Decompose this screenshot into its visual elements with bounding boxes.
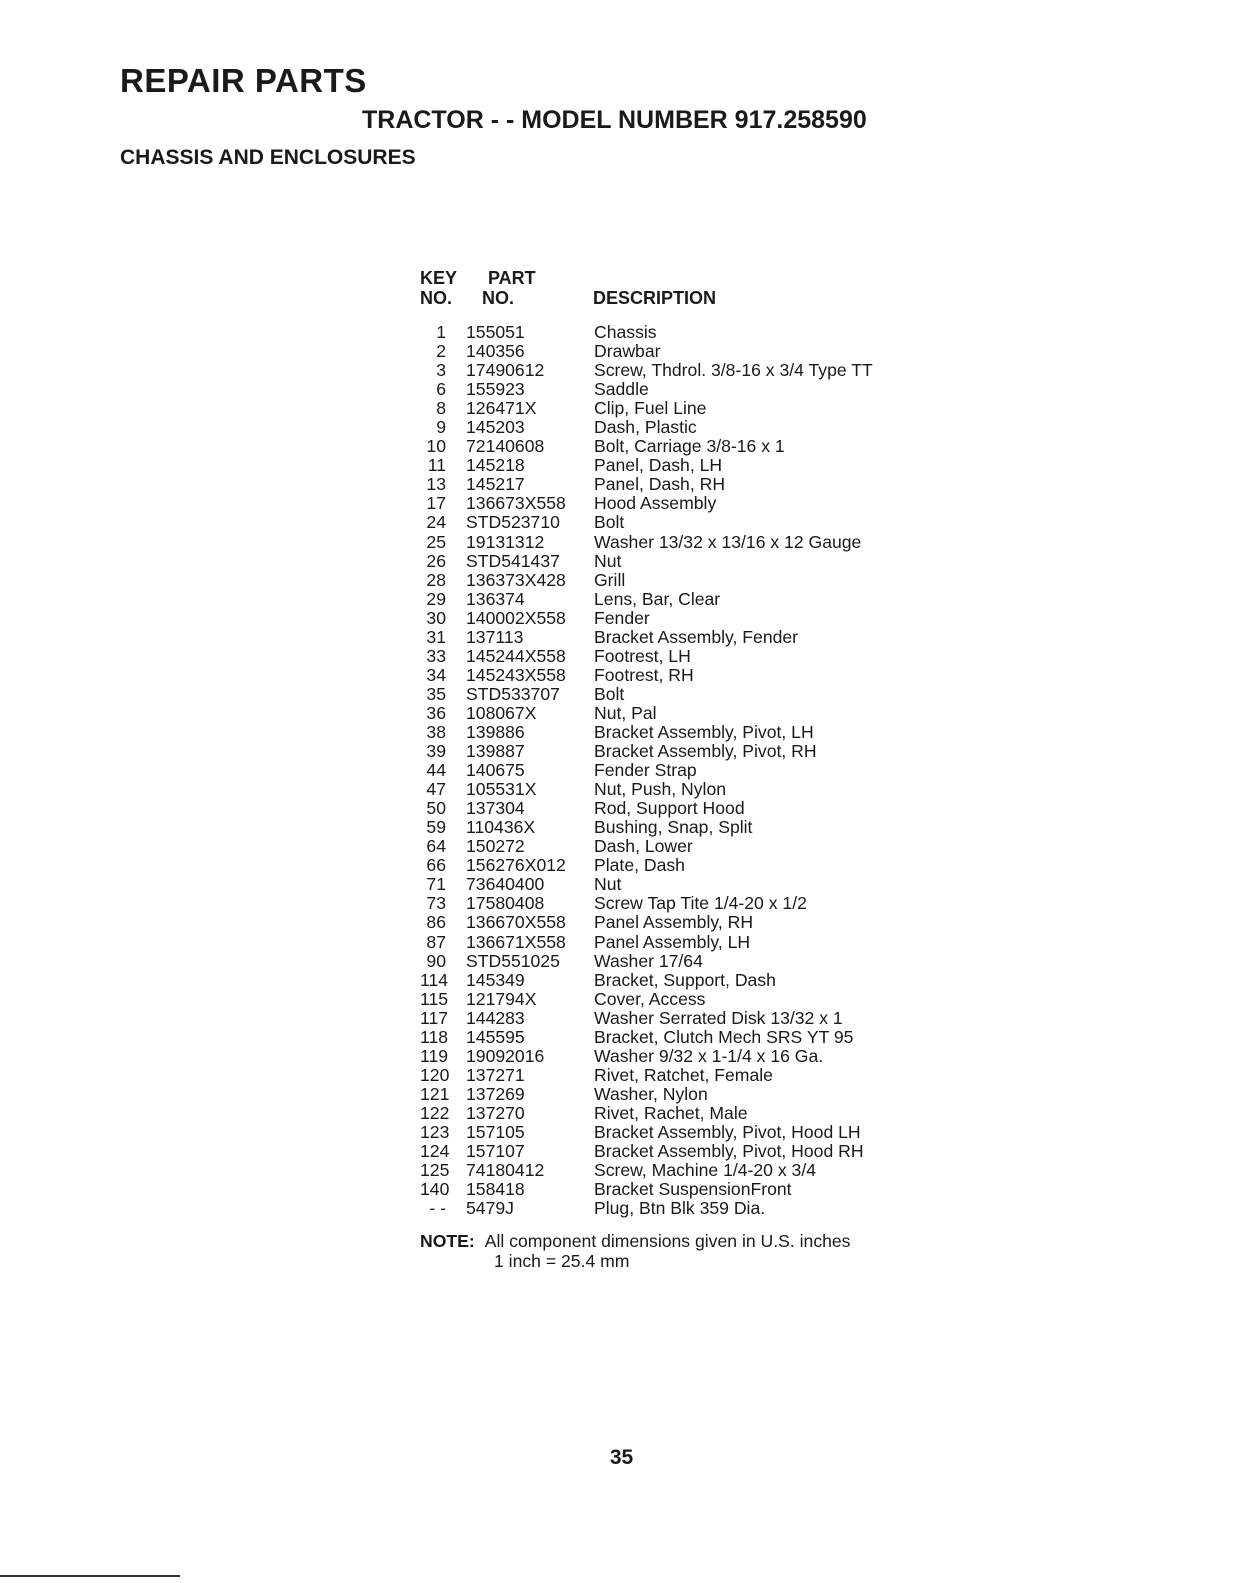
key-cell: 10 xyxy=(426,436,446,457)
description-cell: Bracket Assembly, Fender xyxy=(594,626,799,647)
page-number: 35 xyxy=(609,1446,634,1469)
description-cell: Bracket, Clutch Mech SRS YT 95 xyxy=(594,1026,854,1047)
note-line-2: 1 inch = 25.4 mm xyxy=(494,1251,630,1271)
part-cell: 139886 xyxy=(466,721,525,742)
key-cell: 122 xyxy=(420,1102,450,1123)
part-cell: 145243X558 xyxy=(466,664,566,685)
header-part-bottom: NO. xyxy=(482,288,515,308)
part-cell: 145244X558 xyxy=(466,645,566,666)
key-cell: 17 xyxy=(426,493,446,514)
part-cell: 137269 xyxy=(466,1083,525,1104)
description-cell: Footrest, RH xyxy=(594,664,694,685)
header-key-bottom: NO. xyxy=(420,288,453,308)
note-line-1: All component dimensions given in U.S. inches xyxy=(484,1231,851,1251)
part-cell: 5479J xyxy=(466,1198,514,1219)
part-cell: 145203 xyxy=(466,417,525,438)
key-cell: 35 xyxy=(426,683,446,704)
description-cell: Bracket Assembly, Pivot, Hood LH xyxy=(594,1121,861,1142)
table-row xyxy=(420,1085,980,1104)
table-row xyxy=(420,799,980,818)
key-cell: 13 xyxy=(426,474,446,495)
description-cell: Hood Assembly xyxy=(594,493,717,514)
key-cell: 31 xyxy=(426,626,446,647)
description-cell: Nut, Pal xyxy=(594,702,657,723)
table-row xyxy=(420,971,980,990)
key-cell: 124 xyxy=(420,1141,450,1162)
part-cell: 156276X012 xyxy=(466,855,566,876)
key-cell: 6 xyxy=(436,379,446,400)
part-cell: 73640400 xyxy=(466,874,545,895)
table-row xyxy=(420,494,980,513)
part-cell: 145595 xyxy=(466,1026,525,1047)
part-cell: 155923 xyxy=(466,379,525,400)
part-cell: 126471X xyxy=(466,398,537,419)
key-cell: 38 xyxy=(426,721,446,742)
table-row xyxy=(420,609,980,628)
table-row xyxy=(420,990,980,1009)
table-row xyxy=(420,1199,980,1218)
part-cell: 157105 xyxy=(466,1121,525,1142)
key-cell: 121 xyxy=(420,1083,450,1104)
description-cell: Bolt xyxy=(594,683,625,704)
part-cell: 136374 xyxy=(466,588,525,609)
table-row xyxy=(420,856,980,875)
table-row xyxy=(420,1009,980,1028)
description-cell: Dash, Plastic xyxy=(594,417,697,438)
key-cell: 47 xyxy=(426,779,446,800)
description-cell: Plug, Btn Blk 359 Dia. xyxy=(594,1198,766,1219)
header-part-top: PART xyxy=(488,268,536,288)
table-row xyxy=(420,571,980,590)
key-cell: 28 xyxy=(426,569,446,590)
key-cell: 3 xyxy=(436,360,446,381)
description-cell: Dash, Lower xyxy=(594,836,693,857)
description-cell: Washer, Nylon xyxy=(594,1083,708,1104)
part-cell: 145217 xyxy=(466,474,525,495)
description-cell: Fender Strap xyxy=(594,760,697,781)
part-cell: 121794X xyxy=(466,988,537,1009)
key-cell: - - xyxy=(429,1198,446,1219)
part-cell: 74180412 xyxy=(466,1160,545,1181)
table-row xyxy=(420,399,980,418)
table-row xyxy=(420,647,980,666)
description-cell: Lens, Bar, Clear xyxy=(594,588,721,609)
description-cell: Drawbar xyxy=(594,341,661,362)
part-cell: STD533707 xyxy=(466,683,560,704)
part-cell: 140675 xyxy=(466,760,525,781)
table-row xyxy=(420,1180,980,1199)
description-cell: Bushing, Snap, Split xyxy=(594,817,753,838)
description-cell: Panel Assembly, LH xyxy=(594,931,751,952)
table-row xyxy=(420,1066,980,1085)
key-cell: 125 xyxy=(420,1160,450,1181)
description-cell: Panel, Dash, RH xyxy=(594,474,726,495)
table-row xyxy=(420,780,980,799)
description-cell: Cover, Access xyxy=(594,988,706,1009)
section-heading: CHASSIS AND ENCLOSURES xyxy=(120,146,416,169)
part-cell: STD541437 xyxy=(466,550,560,571)
table-row xyxy=(420,685,980,704)
key-cell: 33 xyxy=(426,645,446,666)
key-cell: 24 xyxy=(426,512,446,533)
table-row xyxy=(420,837,980,856)
key-cell: 66 xyxy=(426,855,446,876)
header-key-top: KEY xyxy=(420,268,458,288)
key-cell: 114 xyxy=(420,969,449,990)
description-cell: Plate, Dash xyxy=(594,855,685,876)
table-row xyxy=(420,1028,980,1047)
key-cell: 36 xyxy=(426,702,446,723)
description-cell: Screw Tap Tite 1/4-20 x 1/2 xyxy=(594,893,807,914)
part-cell: 110436X xyxy=(466,817,536,838)
key-cell: 44 xyxy=(426,760,446,781)
part-cell: 145218 xyxy=(466,455,525,476)
description-cell: Bracket Assembly, Pivot, LH xyxy=(594,721,814,742)
key-cell: 39 xyxy=(426,741,446,762)
model-heading: TRACTOR - - MODEL NUMBER 917.258590 xyxy=(362,106,867,134)
description-cell: Rod, Support Hood xyxy=(594,798,745,819)
part-cell: 150272 xyxy=(466,836,525,857)
description-cell: Nut, Push, Nylon xyxy=(594,779,727,800)
part-cell: STD551025 xyxy=(466,950,560,971)
part-cell: 105531X xyxy=(466,779,537,800)
part-cell: 136673X558 xyxy=(466,493,566,514)
description-cell: Clip, Fuel Line xyxy=(594,398,707,419)
part-cell: 158418 xyxy=(466,1179,525,1200)
note-label: NOTE: xyxy=(420,1231,475,1251)
description-cell: Washer 9/32 x 1-1/4 x 16 Ga. xyxy=(594,1045,824,1066)
key-cell: 29 xyxy=(426,588,446,609)
page-title: REPAIR PARTS xyxy=(120,62,367,99)
description-cell: Grill xyxy=(594,569,626,590)
part-cell: STD523710 xyxy=(466,512,560,533)
part-cell: 136373X428 xyxy=(466,569,566,590)
table-row xyxy=(420,418,980,437)
key-cell: 34 xyxy=(426,664,446,685)
description-cell: Bracket Assembly, Pivot, Hood RH xyxy=(594,1141,864,1162)
description-cell: Bracket Assembly, Pivot, RH xyxy=(594,741,817,762)
part-cell: 17490612 xyxy=(466,360,545,381)
description-cell: Fender xyxy=(594,607,650,628)
table-row xyxy=(420,894,980,913)
description-cell: Washer Serrated Disk 13/32 x 1 xyxy=(594,1007,843,1028)
table-row xyxy=(420,875,980,894)
description-cell: Panel, Dash, LH xyxy=(594,455,723,476)
table-row xyxy=(420,323,980,342)
description-cell: Bolt, Carriage 3/8-16 x 1 xyxy=(594,436,785,457)
table-row xyxy=(420,818,980,837)
table-row xyxy=(420,1104,980,1123)
table-row xyxy=(420,952,980,971)
table-row xyxy=(420,1123,980,1142)
table-row xyxy=(420,704,980,723)
table-row xyxy=(420,1142,980,1161)
key-cell: 140 xyxy=(420,1179,450,1200)
key-cell: 50 xyxy=(426,798,446,819)
header-description: DESCRIPTION xyxy=(593,288,717,308)
key-cell: 115 xyxy=(420,988,449,1009)
part-cell: 108067X xyxy=(466,702,537,723)
description-cell: Saddle xyxy=(594,379,649,400)
part-cell: 136670X558 xyxy=(466,912,566,933)
part-cell: 137113 xyxy=(466,626,524,647)
table-row xyxy=(420,723,980,742)
description-cell: Nut xyxy=(594,874,622,895)
table-row xyxy=(420,913,980,932)
table-row xyxy=(420,380,980,399)
key-cell: 73 xyxy=(426,893,446,914)
key-cell: 119 xyxy=(420,1045,449,1066)
key-cell: 86 xyxy=(426,912,446,933)
table-row xyxy=(420,513,980,532)
table-row xyxy=(420,533,980,552)
part-cell: 155051 xyxy=(466,322,525,342)
key-cell: 64 xyxy=(426,836,446,857)
description-cell: Washer 17/64 xyxy=(594,950,703,971)
part-cell: 72140608 xyxy=(466,436,545,457)
key-cell: 1 xyxy=(436,322,446,342)
part-cell: 140002X558 xyxy=(466,607,566,628)
part-cell: 137270 xyxy=(466,1102,525,1123)
table-row xyxy=(420,933,980,952)
description-cell: Bolt xyxy=(594,512,625,533)
table-row xyxy=(420,742,980,761)
key-cell: 26 xyxy=(426,550,446,571)
part-cell: 144283 xyxy=(466,1007,525,1028)
description-cell: Rivet, Ratchet, Female xyxy=(594,1064,773,1085)
key-cell: 8 xyxy=(436,398,446,419)
part-cell: 136671X558 xyxy=(466,931,566,952)
table-row xyxy=(420,342,980,361)
table-row xyxy=(420,666,980,685)
table-row xyxy=(420,456,980,475)
key-cell: 123 xyxy=(420,1121,450,1142)
description-cell: Washer 13/32 x 13/16 x 12 Gauge xyxy=(594,531,862,552)
description-cell: Nut xyxy=(594,550,622,571)
part-cell: 139887 xyxy=(466,741,525,762)
description-cell: Bracket SuspensionFront xyxy=(594,1179,792,1200)
part-cell: 19092016 xyxy=(466,1045,545,1066)
part-cell: 19131312 xyxy=(466,531,545,552)
key-cell: 30 xyxy=(426,607,446,628)
key-cell: 59 xyxy=(426,817,446,838)
table-row xyxy=(420,628,980,647)
description-cell: Rivet, Rachet, Male xyxy=(594,1102,748,1123)
table-row xyxy=(420,361,980,380)
key-cell: 71 xyxy=(426,874,446,895)
table-row xyxy=(420,552,980,571)
description-cell: Screw, Thdrol. 3/8-16 x 3/4 Type TT xyxy=(594,360,873,381)
table-row xyxy=(420,1047,980,1066)
part-cell: 157107 xyxy=(466,1141,525,1162)
part-cell: 140356 xyxy=(466,341,525,362)
key-cell: 120 xyxy=(420,1064,450,1085)
description-cell: Panel Assembly, RH xyxy=(594,912,754,933)
part-cell: 137304 xyxy=(466,798,525,819)
part-cell: 17580408 xyxy=(466,893,545,914)
key-cell: 25 xyxy=(426,531,446,552)
description-cell: Footrest, LH xyxy=(594,645,691,666)
description-cell: Chassis xyxy=(594,322,657,342)
key-cell: 9 xyxy=(436,417,446,438)
table-row xyxy=(420,475,980,494)
parts-rows xyxy=(420,323,980,1218)
key-cell: 2 xyxy=(436,341,446,362)
description-cell: Bracket, Support, Dash xyxy=(594,969,776,990)
part-cell: 145349 xyxy=(466,969,525,990)
description-cell: Screw, Machine 1/4-20 x 3/4 xyxy=(594,1160,816,1181)
table-row xyxy=(420,761,980,780)
footer-rule xyxy=(0,1575,180,1577)
key-cell: 11 xyxy=(427,455,446,476)
table-row xyxy=(420,1161,980,1180)
key-cell: 117 xyxy=(420,1007,449,1028)
key-cell: 90 xyxy=(426,950,446,971)
key-cell: 118 xyxy=(420,1026,449,1047)
note xyxy=(420,1231,850,1271)
key-cell: 87 xyxy=(426,931,446,952)
part-cell: 137271 xyxy=(466,1064,525,1085)
table-row xyxy=(420,437,980,456)
table-row xyxy=(420,590,980,609)
